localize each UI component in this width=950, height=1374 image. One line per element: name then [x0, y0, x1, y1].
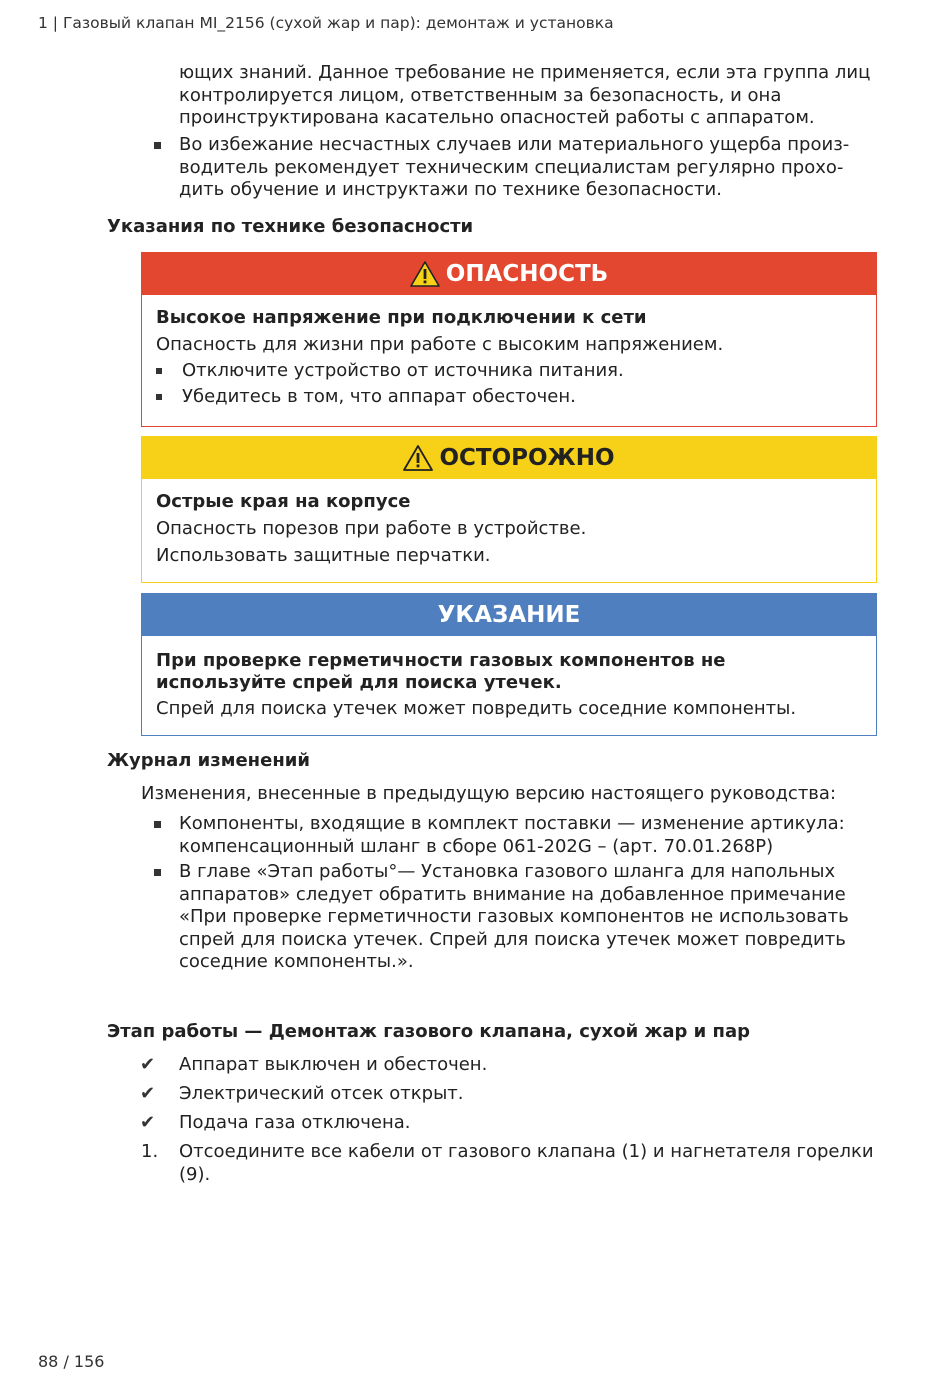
intro-bullet: Во избежание несчастных случаев или материального ущерба производитель рекомендует техническим специалистам регулярно проходить обучение и инструктажи по технике безопасности.	[179, 134, 850, 200]
notice-header	[142, 594, 876, 636]
precondition-item: Аппарат выключен и обесточен.	[179, 1054, 488, 1075]
warning-triangle-icon	[410, 261, 440, 287]
bullet-marker	[154, 821, 161, 828]
notice-body	[142, 650, 876, 719]
warning-triangle-icon	[403, 445, 433, 471]
changelog-item: В главе «Этап работы°— Установка газового шланга для напольных аппаратов» следует обратить внимание на добавленное примечание «При проверке герметичности газовых компонентов не использовать спрей для поиска утечек. Спрей для поиска утечек может повредить соседние компоненты.».	[179, 861, 849, 972]
checkmark-icon: ✔	[140, 1054, 156, 1075]
caution-body	[142, 491, 876, 566]
bullet-marker	[154, 142, 161, 149]
caution-text: Использовать защитные перчатки.	[156, 545, 491, 566]
page-number: 88 / 156	[38, 1352, 105, 1371]
danger-bullet: Убедитесь в том, что аппарат обесточен.	[156, 386, 876, 407]
danger-title: Высокое напряжение при подключении к сети	[156, 307, 647, 328]
intro-continuation: ющих знаний. Данное требование не применяется, если эта группа лиц контролируется лицом, ответственным за безопасность, и она проинструктирована касательно опасностей работы с аппаратом.	[179, 62, 871, 128]
safety-heading: Указания по технике безопасности	[107, 216, 474, 237]
danger-box	[141, 252, 877, 427]
notice-title: При проверке герметичности газовых компонентов не используйте спрей для поиска утечек.	[156, 650, 726, 693]
notice-text: Спрей для поиска утечек может повредить соседние компоненты.	[156, 698, 797, 719]
changelog-item: Компоненты, входящие в комплект поставки — изменение артикула: компенсационный шланг в сборе 061-202G – (арт. 70.01.268P)	[179, 813, 845, 857]
changelog-heading: Журнал изменений	[107, 750, 310, 771]
caution-header	[142, 437, 876, 479]
danger-body	[142, 307, 876, 407]
danger-text: Опасность для жизни при работе с высоким напряжением.	[156, 334, 724, 355]
checkmark-icon: ✔	[140, 1112, 156, 1133]
notice-box	[141, 593, 877, 736]
caution-text: Опасность порезов при работе в устройстве.	[156, 518, 587, 539]
caution-box	[141, 436, 877, 583]
danger-label: ОПАСНОСТЬ	[445, 261, 609, 287]
danger-bullet: Отключите устройство от источника питания.	[156, 360, 876, 381]
changelog-intro: Изменения, внесенные в предыдущую версию настоящего руководства:	[141, 783, 837, 804]
precondition-item: Электрический отсек открыт.	[179, 1083, 464, 1104]
step-text: Отсоедините все кабели от газового клапана (1) и нагнетателя горелки (9).	[179, 1141, 874, 1185]
page-header: 1 | Газовый клапан MI_2156 (сухой жар и пар): демонтаж и установка	[38, 14, 614, 32]
caution-label: ОСТОРОЖНО	[439, 445, 615, 471]
step-number: 1.	[141, 1141, 159, 1162]
bullet-marker	[154, 869, 161, 876]
caution-title: Острые края на корпусе	[156, 491, 411, 512]
notice-label: УКАЗАНИЕ	[437, 602, 581, 628]
precondition-item: Подача газа отключена.	[179, 1112, 411, 1133]
procedure-heading: Этап работы — Демонтаж газового клапана, сухой жар и пар	[107, 1021, 751, 1042]
danger-header	[142, 253, 876, 295]
checkmark-icon: ✔	[140, 1083, 156, 1104]
